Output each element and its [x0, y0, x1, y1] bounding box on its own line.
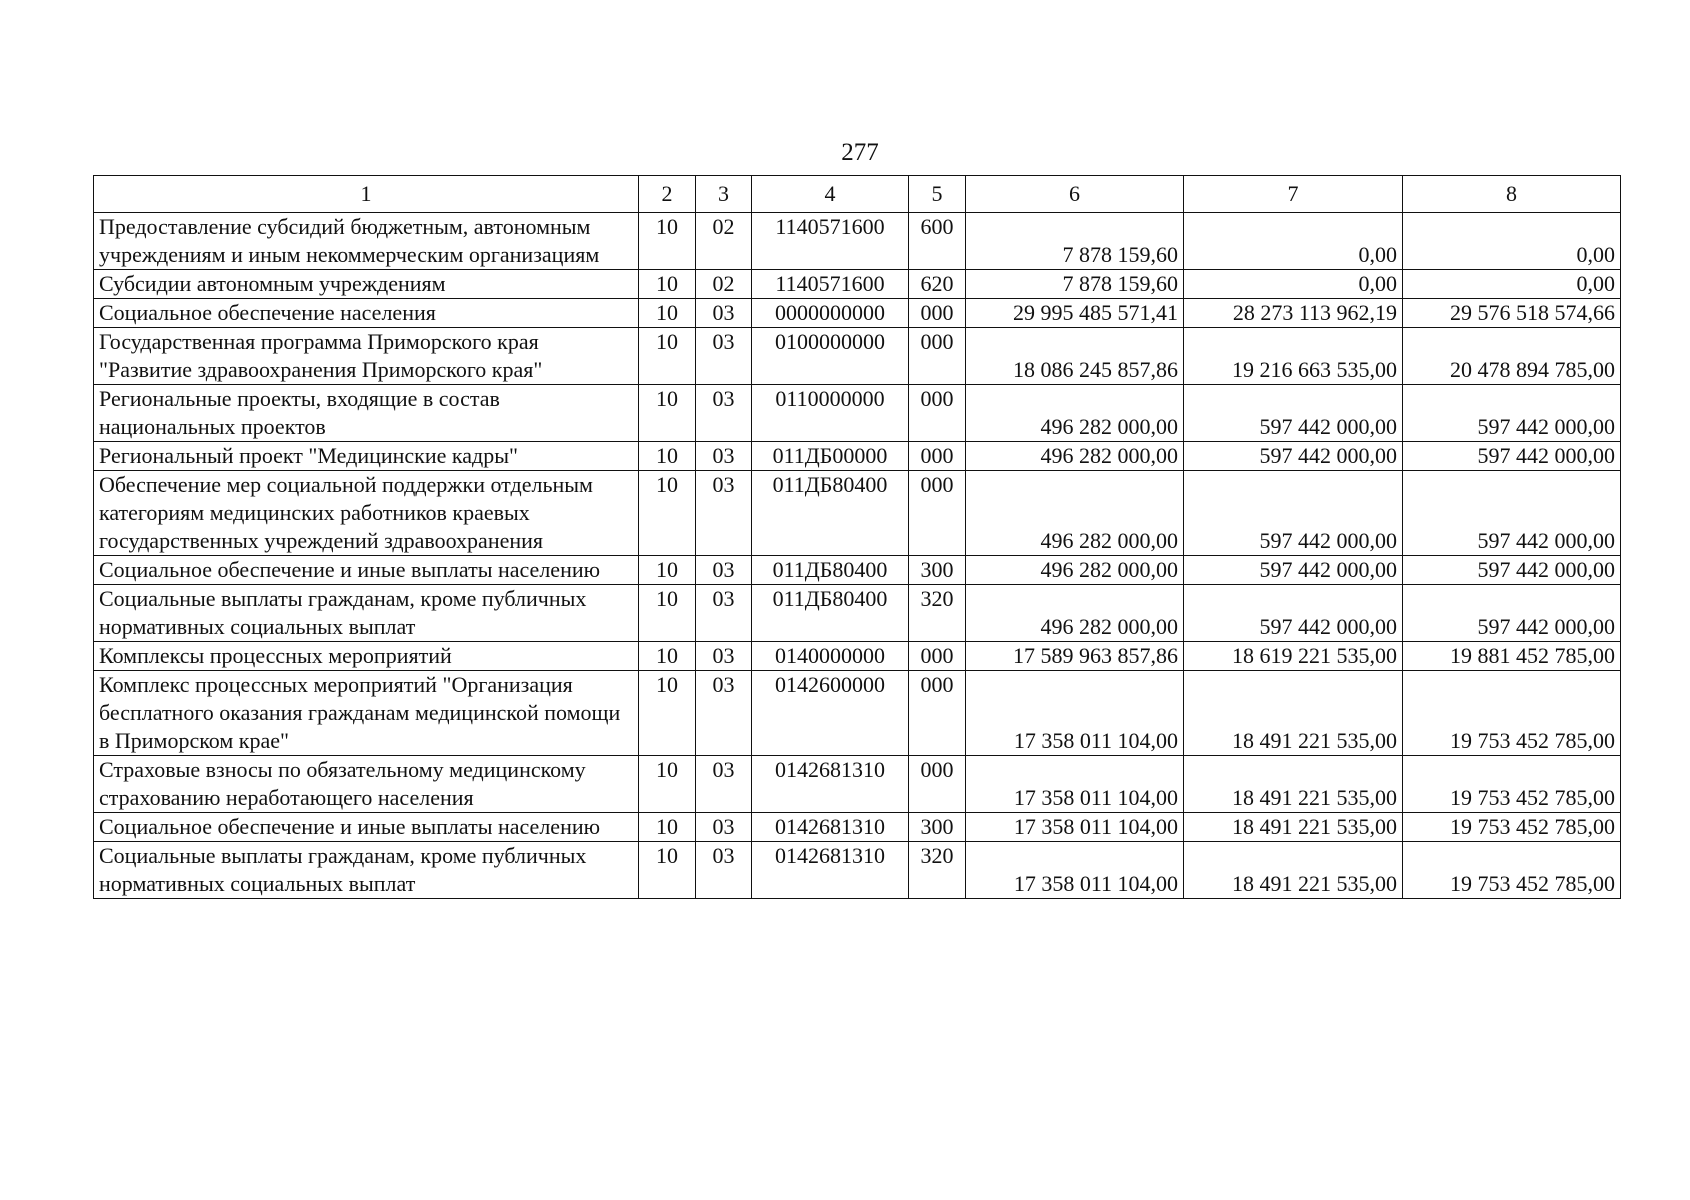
target-article-cell: 0142681310	[752, 813, 909, 842]
amount-col8-cell: 19 753 452 785,00	[1403, 671, 1621, 756]
table-header-row	[94, 176, 1621, 213]
section-code-cell: 10	[639, 299, 696, 328]
section-code-cell: 10	[639, 442, 696, 471]
target-article-cell: 011ДБ00000	[752, 442, 909, 471]
row-name-cell: Комплекс процессных мероприятий "Организация бесплатного оказания гражданам медицинской помощи в Приморском крае"	[94, 671, 639, 756]
section-code-cell: 10	[639, 842, 696, 899]
amount-col7-cell: 0,00	[1184, 213, 1403, 270]
amount-col6-cell: 496 282 000,00	[966, 471, 1184, 556]
table-row	[94, 213, 1621, 270]
row-name-cell: Социальное обеспечение и иные выплаты населению	[94, 556, 639, 585]
amount-col6-cell: 17 589 963 857,86	[966, 642, 1184, 671]
target-article-cell: 0110000000	[752, 385, 909, 442]
section-code-cell: 10	[639, 270, 696, 299]
section-code-cell: 10	[639, 328, 696, 385]
target-article-cell: 011ДБ80400	[752, 556, 909, 585]
subsection-code-cell: 03	[696, 385, 752, 442]
column-header: 4	[752, 176, 909, 213]
column-header: 6	[966, 176, 1184, 213]
budget-table	[93, 175, 1621, 899]
section-code-cell: 10	[639, 213, 696, 270]
table-row	[94, 471, 1621, 556]
target-article-cell: 0142681310	[752, 756, 909, 813]
expense-type-cell: 600	[909, 213, 966, 270]
expense-type-cell: 320	[909, 585, 966, 642]
table-row	[94, 328, 1621, 385]
section-code-cell: 10	[639, 671, 696, 756]
expense-type-cell: 000	[909, 385, 966, 442]
amount-col8-cell: 29 576 518 574,66	[1403, 299, 1621, 328]
expense-type-cell: 000	[909, 442, 966, 471]
amount-col7-cell: 18 491 221 535,00	[1184, 756, 1403, 813]
amount-col8-cell: 597 442 000,00	[1403, 556, 1621, 585]
amount-col8-cell: 19 753 452 785,00	[1403, 813, 1621, 842]
section-code-cell: 10	[639, 813, 696, 842]
expense-type-cell: 300	[909, 813, 966, 842]
amount-col7-cell: 597 442 000,00	[1184, 556, 1403, 585]
amount-col8-cell: 19 753 452 785,00	[1403, 842, 1621, 899]
amount-col7-cell: 19 216 663 535,00	[1184, 328, 1403, 385]
amount-col7-cell: 0,00	[1184, 270, 1403, 299]
row-name-cell: Комплексы процессных мероприятий	[94, 642, 639, 671]
section-code-cell: 10	[639, 642, 696, 671]
table-body	[94, 213, 1621, 899]
subsection-code-cell: 03	[696, 642, 752, 671]
table-row	[94, 556, 1621, 585]
table-row	[94, 270, 1621, 299]
amount-col8-cell: 597 442 000,00	[1403, 442, 1621, 471]
expense-type-cell: 000	[909, 642, 966, 671]
subsection-code-cell: 03	[696, 328, 752, 385]
row-name-cell: Социальные выплаты гражданам, кроме публичных нормативных социальных выплат	[94, 585, 639, 642]
amount-col6-cell: 496 282 000,00	[966, 585, 1184, 642]
amount-col7-cell: 28 273 113 962,19	[1184, 299, 1403, 328]
expense-type-cell: 000	[909, 299, 966, 328]
amount-col6-cell: 29 995 485 571,41	[966, 299, 1184, 328]
subsection-code-cell: 03	[696, 842, 752, 899]
expense-type-cell: 000	[909, 328, 966, 385]
subsection-code-cell: 03	[696, 671, 752, 756]
subsection-code-cell: 03	[696, 813, 752, 842]
subsection-code-cell: 03	[696, 442, 752, 471]
amount-col8-cell: 0,00	[1403, 270, 1621, 299]
amount-col8-cell: 597 442 000,00	[1403, 385, 1621, 442]
section-code-cell: 10	[639, 756, 696, 813]
amount-col7-cell: 597 442 000,00	[1184, 585, 1403, 642]
amount-col8-cell: 19 881 452 785,00	[1403, 642, 1621, 671]
amount-col8-cell: 597 442 000,00	[1403, 471, 1621, 556]
amount-col8-cell: 0,00	[1403, 213, 1621, 270]
amount-col7-cell: 18 619 221 535,00	[1184, 642, 1403, 671]
amount-col6-cell: 17 358 011 104,00	[966, 671, 1184, 756]
subsection-code-cell: 03	[696, 556, 752, 585]
column-header: 5	[909, 176, 966, 213]
subsection-code-cell: 03	[696, 299, 752, 328]
table-row	[94, 642, 1621, 671]
amount-col7-cell: 18 491 221 535,00	[1184, 842, 1403, 899]
expense-type-cell: 000	[909, 756, 966, 813]
table-row	[94, 813, 1621, 842]
target-article-cell: 011ДБ80400	[752, 585, 909, 642]
subsection-code-cell: 03	[696, 471, 752, 556]
amount-col7-cell: 18 491 221 535,00	[1184, 813, 1403, 842]
amount-col7-cell: 597 442 000,00	[1184, 471, 1403, 556]
row-name-cell: Страховые взносы по обязательному медицинскому страхованию неработающего населения	[94, 756, 639, 813]
table-row	[94, 671, 1621, 756]
amount-col6-cell: 496 282 000,00	[966, 556, 1184, 585]
amount-col8-cell: 20 478 894 785,00	[1403, 328, 1621, 385]
target-article-cell: 0100000000	[752, 328, 909, 385]
expense-type-cell: 000	[909, 471, 966, 556]
column-header: 3	[696, 176, 752, 213]
column-header: 1	[94, 176, 639, 213]
subsection-code-cell: 03	[696, 756, 752, 813]
target-article-cell: 1140571600	[752, 213, 909, 270]
amount-col8-cell: 597 442 000,00	[1403, 585, 1621, 642]
amount-col6-cell: 496 282 000,00	[966, 385, 1184, 442]
amount-col7-cell: 597 442 000,00	[1184, 442, 1403, 471]
amount-col6-cell: 17 358 011 104,00	[966, 756, 1184, 813]
section-code-cell: 10	[639, 471, 696, 556]
amount-col7-cell: 18 491 221 535,00	[1184, 671, 1403, 756]
column-header: 2	[639, 176, 696, 213]
target-article-cell: 0000000000	[752, 299, 909, 328]
section-code-cell: 10	[639, 556, 696, 585]
target-article-cell: 0142681310	[752, 842, 909, 899]
amount-col6-cell: 17 358 011 104,00	[966, 842, 1184, 899]
row-name-cell: Предоставление субсидий бюджетным, автономным учреждениям и иным некоммерческим организациям	[94, 213, 639, 270]
section-code-cell: 10	[639, 585, 696, 642]
amount-col6-cell: 7 878 159,60	[966, 270, 1184, 299]
table-row	[94, 385, 1621, 442]
row-name-cell: Субсидии автономным учреждениям	[94, 270, 639, 299]
row-name-cell: Социальное обеспечение населения	[94, 299, 639, 328]
page-number: 277	[841, 139, 879, 166]
amount-col8-cell: 19 753 452 785,00	[1403, 756, 1621, 813]
amount-col6-cell: 7 878 159,60	[966, 213, 1184, 270]
subsection-code-cell: 02	[696, 213, 752, 270]
row-name-cell: Региональные проекты, входящие в состав национальных проектов	[94, 385, 639, 442]
table-row	[94, 756, 1621, 813]
target-article-cell: 011ДБ80400	[752, 471, 909, 556]
target-article-cell: 0142600000	[752, 671, 909, 756]
table-row	[94, 442, 1621, 471]
amount-col7-cell: 597 442 000,00	[1184, 385, 1403, 442]
expense-type-cell: 300	[909, 556, 966, 585]
target-article-cell: 1140571600	[752, 270, 909, 299]
row-name-cell: Обеспечение мер социальной поддержки отдельным категориям медицинских работников краевых государственных учреждений здравоохранения	[94, 471, 639, 556]
subsection-code-cell: 03	[696, 585, 752, 642]
amount-col6-cell: 496 282 000,00	[966, 442, 1184, 471]
subsection-code-cell: 02	[696, 270, 752, 299]
row-name-cell: Социальные выплаты гражданам, кроме публичных нормативных социальных выплат	[94, 842, 639, 899]
table-row	[94, 585, 1621, 642]
table-row	[94, 842, 1621, 899]
amount-col6-cell: 18 086 245 857,86	[966, 328, 1184, 385]
expense-type-cell: 000	[909, 671, 966, 756]
expense-type-cell: 620	[909, 270, 966, 299]
table-row	[94, 299, 1621, 328]
expense-type-cell: 320	[909, 842, 966, 899]
row-name-cell: Социальное обеспечение и иные выплаты населению	[94, 813, 639, 842]
row-name-cell: Региональный проект "Медицинские кадры"	[94, 442, 639, 471]
column-header: 7	[1184, 176, 1403, 213]
section-code-cell: 10	[639, 385, 696, 442]
row-name-cell: Государственная программа Приморского края "Развитие здравоохранения Приморского края"	[94, 328, 639, 385]
amount-col6-cell: 17 358 011 104,00	[966, 813, 1184, 842]
target-article-cell: 0140000000	[752, 642, 909, 671]
column-header: 8	[1403, 176, 1621, 213]
